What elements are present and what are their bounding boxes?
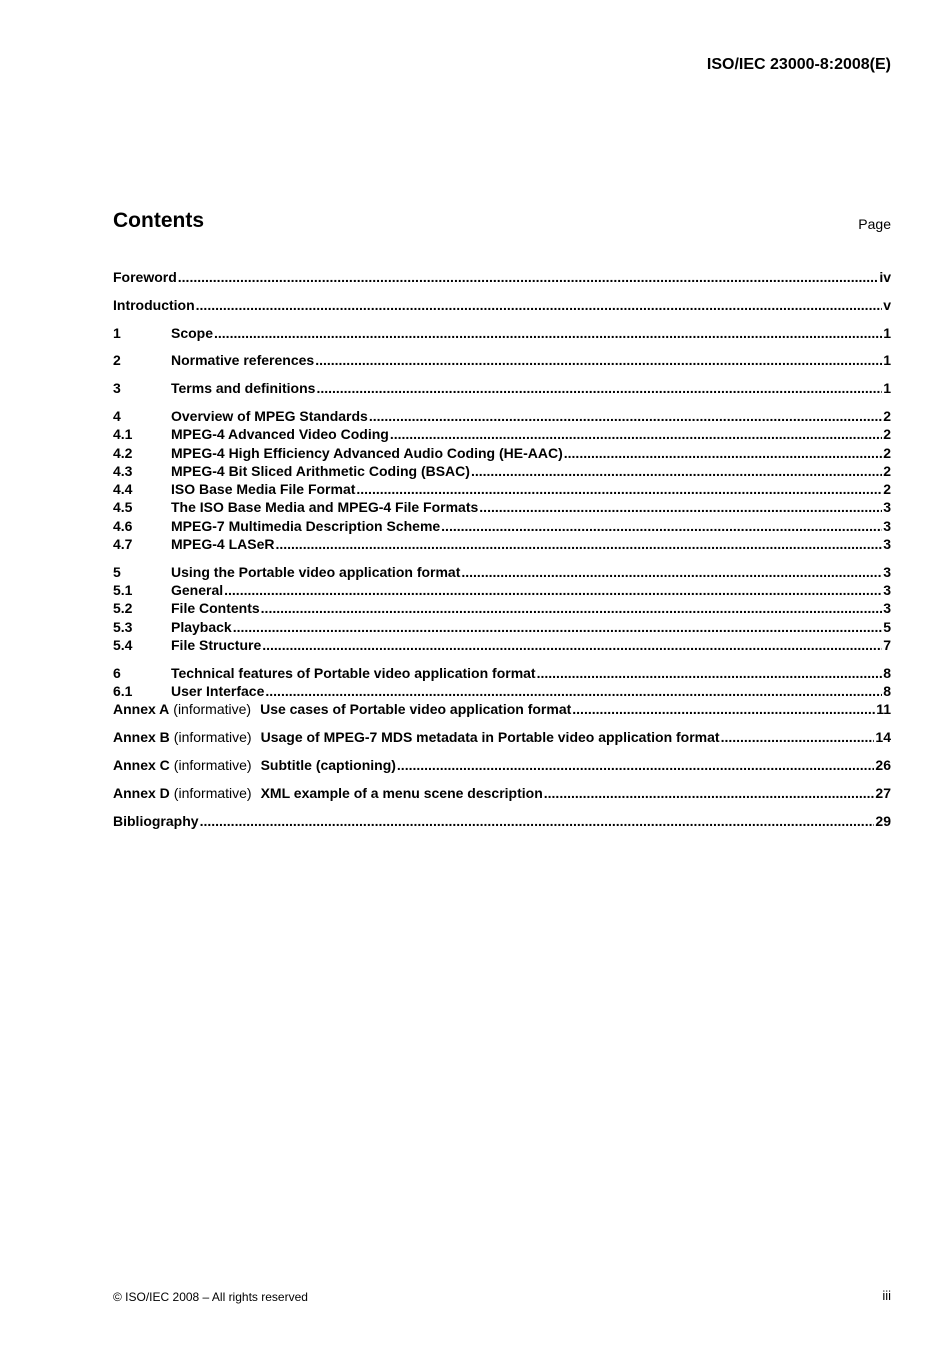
toc-entry[interactable] (113, 380, 891, 398)
toc-entry-bibliography[interactable] (113, 813, 891, 831)
dot-leader (262, 637, 882, 653)
toc-entry-page: 2 (883, 481, 891, 498)
toc-entry-title: The ISO Base Media and MPEG-4 File Formats (171, 499, 479, 516)
dot-leader (721, 729, 875, 745)
annex-label: Annex A (113, 701, 170, 718)
toc-entry-page: iv (879, 269, 891, 285)
dot-leader (537, 665, 883, 681)
toc-entry-page: 2 (883, 407, 891, 424)
toc-entry[interactable] (113, 445, 891, 463)
toc-entry-title: Use cases of Portable video application format (260, 701, 572, 718)
dot-leader (369, 408, 882, 424)
toc-entry-page: 26 (875, 757, 891, 774)
dot-leader (316, 380, 882, 396)
annex-type: (informative) (173, 784, 252, 801)
toc-entry-page: 1 (883, 324, 891, 341)
toc-entry-title: MPEG-4 Bit Sliced Arithmetic Coding (BSAC) (171, 462, 470, 479)
toc-entry-number: 4.2 (113, 444, 133, 461)
toc-entry-number: 4.6 (113, 517, 133, 534)
toc-entry-number: 4.1 (113, 426, 133, 443)
toc-entry-title: File Contents (171, 600, 260, 617)
toc-entry-page: 3 (883, 600, 891, 617)
toc-entry[interactable] (113, 564, 891, 582)
toc-entry-number: 5.1 (113, 582, 133, 599)
annex-label: Annex B (113, 729, 170, 746)
dot-leader (390, 426, 882, 442)
dot-leader (544, 785, 875, 801)
toc-entry-title: Subtitle (captioning) (260, 757, 396, 774)
toc-entry-title: Usage of MPEG-7 MDS metadata in Portable video application format (260, 729, 720, 746)
dot-leader (471, 463, 882, 479)
toc-entry-title: ISO Base Media File Format (171, 481, 356, 498)
toc-entry-page: 27 (875, 784, 891, 801)
dot-leader (564, 445, 882, 461)
toc-entry-number: 4.4 (113, 481, 133, 498)
toc-entry-title: Bibliography (113, 812, 199, 829)
toc-entry[interactable] (113, 536, 891, 554)
toc-entry-title: Technical features of Portable video application format (171, 664, 536, 681)
toc-entry-number: 5.2 (113, 600, 133, 617)
toc-entry-page: 3 (883, 536, 891, 553)
toc-entry-page: 3 (883, 499, 891, 516)
toc-entry[interactable] (113, 637, 891, 655)
toc-entry-number: 5.4 (113, 637, 133, 654)
toc-entry-annex[interactable] (113, 757, 891, 775)
footer-copyright: © ISO/IEC 2008 – All rights reserved (113, 1290, 308, 1304)
toc-entry-number: 5 (113, 563, 121, 580)
dot-leader (214, 325, 882, 341)
dot-leader (178, 269, 879, 285)
toc-entry-page: 2 (883, 444, 891, 461)
toc-entry-page: 14 (875, 729, 891, 746)
dot-leader (224, 582, 882, 598)
toc-entry-title: Scope (171, 324, 214, 341)
toc-entry-page: 1 (883, 352, 891, 369)
toc-entry-title: File Structure (171, 637, 262, 654)
toc-entry-title: Terms and definitions (171, 380, 316, 397)
toc-entry-title: Playback (171, 618, 232, 635)
toc-entry-title: MPEG-4 Advanced Video Coding (171, 426, 389, 443)
toc-entry-page: 3 (883, 517, 891, 534)
toc-entry[interactable] (113, 463, 891, 481)
toc-entry-page: 2 (883, 426, 891, 443)
dot-leader (196, 297, 883, 313)
toc-entry-number: 4.7 (113, 536, 133, 553)
toc-entry-number: 1 (113, 324, 121, 341)
toc-entry-title: Overview of MPEG Standards (171, 407, 368, 424)
dot-leader (315, 352, 882, 368)
toc-entry[interactable] (113, 325, 891, 343)
page-column-label: Page (858, 216, 891, 232)
toc-entry-annex[interactable] (113, 729, 891, 747)
toc-entry[interactable] (113, 269, 891, 287)
toc-entry-title: Foreword (113, 269, 177, 285)
dot-leader (200, 813, 875, 829)
toc-entry[interactable] (113, 426, 891, 444)
toc-entry-number: 4.5 (113, 499, 133, 516)
dot-leader (441, 518, 882, 534)
dot-leader (479, 499, 882, 515)
toc-entry-title: Using the Portable video application format (171, 563, 461, 580)
toc-entry-title: Normative references (171, 352, 315, 369)
toc-entry-title: MPEG-4 LASeR (171, 536, 275, 553)
toc-entry-page: 5 (883, 618, 891, 635)
contents-heading: Contents (113, 209, 204, 232)
toc-entry-title: MPEG-4 High Efficiency Advanced Audio Coding (HE-AAC) (171, 444, 563, 461)
toc-entry-annex[interactable] (113, 785, 891, 803)
toc-entry[interactable] (113, 665, 891, 683)
footer-page-number: iii (882, 1288, 891, 1303)
dot-leader (461, 564, 882, 580)
annex-label: Annex C (113, 757, 170, 774)
toc-entry-page: 8 (883, 683, 891, 700)
toc-entry-number: 4 (113, 407, 121, 424)
dot-leader (233, 619, 882, 635)
dot-leader (261, 600, 883, 616)
toc-entry-number: 6.1 (113, 683, 133, 700)
toc-entry-page: 29 (875, 812, 891, 829)
toc-entry-title: MPEG-7 Multimedia Description Scheme (171, 517, 441, 534)
toc-entry-page: 8 (883, 664, 891, 681)
toc-entry-number: 5.3 (113, 618, 133, 635)
toc-entry[interactable] (113, 518, 891, 536)
toc-entry-number: 6 (113, 664, 121, 681)
dot-leader (265, 683, 882, 699)
annex-type: (informative) (173, 701, 252, 718)
toc-entry-page: 3 (883, 563, 891, 580)
toc-entry-annex[interactable] (113, 701, 891, 719)
toc-entry[interactable] (113, 619, 891, 637)
toc-entry-page: 11 (876, 701, 891, 718)
toc-entry-number: 4.3 (113, 462, 133, 479)
toc-entry-page: 3 (883, 582, 891, 599)
toc-entry[interactable] (113, 297, 891, 315)
annex-type: (informative) (173, 729, 252, 746)
toc-entry-number: 3 (113, 380, 121, 397)
toc-entry-page: 1 (883, 380, 891, 397)
toc-entry-page: v (883, 296, 891, 313)
document-id: ISO/IEC 23000-8:2008(E) (706, 56, 891, 73)
annex-label: Annex D (113, 784, 170, 801)
toc-entry[interactable] (113, 481, 891, 499)
toc-entry-title: XML example of a menu scene description (260, 784, 543, 801)
toc-entry-number: 2 (113, 352, 121, 369)
dot-leader (397, 757, 875, 773)
toc-entry[interactable] (113, 408, 891, 426)
toc-entry[interactable] (113, 499, 891, 517)
toc-entry-title: General (171, 582, 224, 599)
toc-entry-title: User Interface (171, 683, 265, 700)
toc-entry[interactable] (113, 683, 891, 701)
toc-entry-page: 7 (883, 637, 891, 654)
dot-leader (275, 536, 882, 552)
toc-entry[interactable] (113, 352, 891, 370)
toc-entry[interactable] (113, 600, 891, 618)
dot-leader (356, 481, 882, 497)
dot-leader (572, 701, 875, 717)
table-of-contents (113, 269, 891, 831)
toc-entry-page: 2 (883, 462, 891, 479)
toc-entry-title: Introduction (113, 296, 195, 313)
toc-entry[interactable] (113, 582, 891, 600)
annex-type: (informative) (173, 757, 252, 774)
